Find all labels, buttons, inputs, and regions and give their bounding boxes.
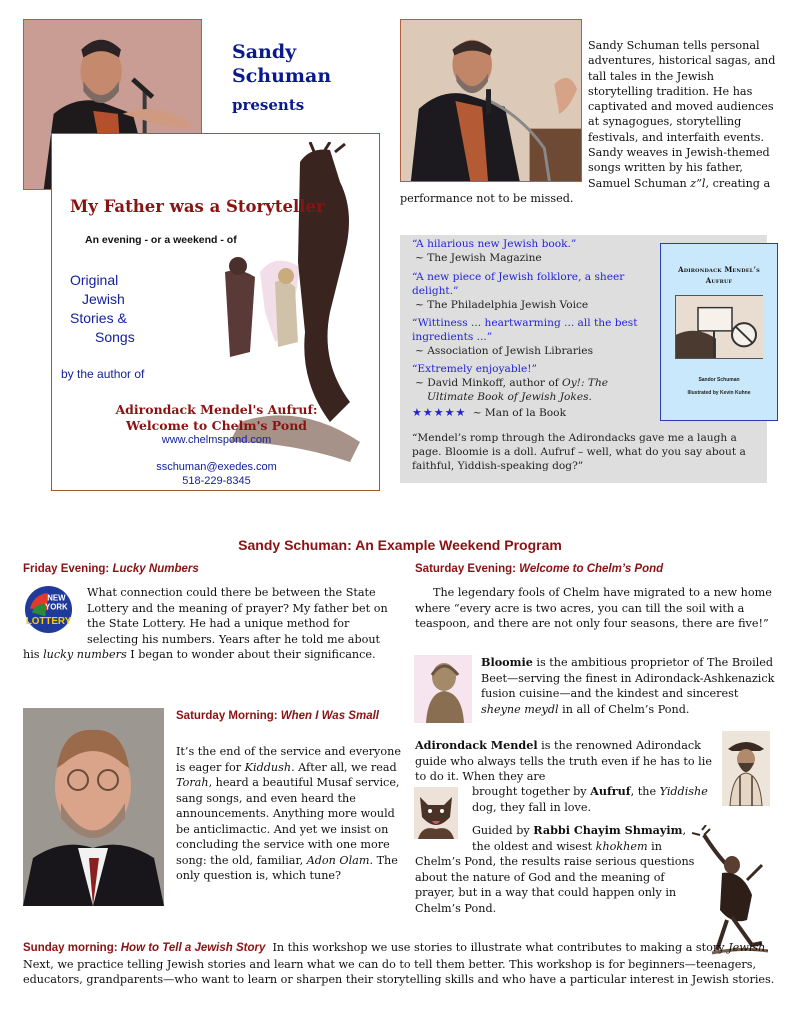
review-source: ~ Association of Jewish Libraries (415, 345, 594, 357)
book-cover-title-line: Aufruf (705, 276, 733, 285)
flyer-subtitle: An evening - or a weekend - of (85, 234, 237, 246)
review-quote: “Wittiness ... heartwarming ... all the best ingredients ...” (412, 317, 638, 343)
saturday-morning-heading (176, 709, 396, 724)
svg-text:LOTTERY: LOTTERY (25, 616, 72, 628)
mendel-illustration (722, 731, 770, 806)
body-text: , the (630, 785, 660, 798)
float-spacer (400, 38, 588, 188)
book-title-line: Adirondack Mendel's Aufruf: (115, 402, 318, 417)
body-text: dog, they fall in love. (472, 800, 592, 814)
book-cover-title (661, 264, 777, 286)
float-spacer (415, 823, 472, 852)
saturday-evening-heading (415, 562, 663, 577)
flyer-book-title (52, 402, 381, 434)
contact-info (52, 460, 381, 488)
review-source-book: Oy!: The (562, 377, 609, 389)
book-cover-illustrator: Illustrated by Kevin Kuhne (687, 390, 751, 396)
body-text: is the ambitious proprietor of The Broiled Beet—serving the finest in Adirondack-Ashkenazick fusion cuisine—and the kindest and sincerest (481, 656, 775, 700)
body-text: in Chelm’s Pond, the results raise serious questions about the nature of God and the meaning of prayer, but in a way that could happen only in Chelm’s Pond. (415, 839, 695, 915)
body-text-italic: Yiddishe (659, 785, 708, 798)
body-text-italic: Kiddush (244, 760, 292, 774)
website-link[interactable]: www.chelmspond.com (161, 434, 272, 446)
character-name: Adirondack Mendel (415, 738, 538, 752)
welcome-sign-illustration (675, 295, 763, 359)
svg-text:NEW: NEW (47, 593, 66, 603)
flyer-line: Songs (95, 329, 135, 345)
ny-lottery-logo-icon (24, 585, 73, 634)
character-name: Bloomie (481, 655, 533, 669)
aufruf-description (472, 784, 712, 815)
body-text: In this workshop we use stories to illustrate what contributes to making a story (265, 941, 729, 954)
bio-text: , creating a performance not to be missed. (400, 176, 771, 205)
body-text-italic: Torah (176, 776, 209, 789)
mendel-description (415, 738, 715, 785)
presenter-name (232, 40, 331, 88)
book-cover-title-line: Adirondack Mendel’s (678, 265, 760, 274)
flyer-line: Original (70, 272, 119, 288)
body-text: . The only question is, which tune? (176, 853, 398, 882)
body-text: is the renowned Adirondack guide who always tells the truth even if he has to lie to do it. When they are (415, 739, 712, 783)
star-rating-review (412, 406, 657, 420)
review-item (412, 270, 657, 312)
heading-title: Welcome to Chelm’s Pond (519, 563, 664, 575)
review-source (412, 376, 657, 404)
review-source: ~ Man of la Book (472, 407, 566, 419)
heading-title: How to Tell a Jewish Story (120, 942, 266, 954)
email-link[interactable]: sschuman@exedes.com (156, 461, 277, 473)
bio-text: Sandy Schuman tells personal adventures, historical sagas, and tall tales in the Jewish storytelling tradition. He has captivated and moved audiences at synagogues, storytelling festivals, and interfaith events. Sandy weaves in Jewish-themed songs written by his father, Samuel Schuman (588, 39, 776, 190)
heading-prefix: Sunday morning: (23, 942, 121, 954)
speaker-portrait-photo (23, 708, 164, 906)
body-text-italic: Adon Olam (306, 853, 370, 867)
body-text-italic: lucky numbers (43, 648, 127, 661)
book-cover[interactable] (660, 243, 778, 421)
body-text: It’s the end of the service and everyone is eager for (176, 745, 401, 774)
phone-number: 518-229-8345 (182, 475, 251, 487)
event-flyer (51, 133, 380, 491)
book-subtitle-line: Welcome to Chelm's Pond (125, 418, 308, 433)
body-text: I began to wonder about their significance. (126, 648, 376, 661)
body-text: . Next, we practice telling Jewish stories and learn what we can do to tell them better. This workshop is for beginners—teenagers, educators, grandparents—who want to learn or sharpen their storytelling skills and who have a particular interest in Jewish stories. (23, 941, 775, 986)
svg-text:YORK: YORK (45, 602, 68, 612)
saturday-morning-description (176, 744, 401, 884)
body-text: What connection could there be between the State Lottery and the meaning of prayer? My father bet on the State Lottery. He had a unique method for selecting his numbers. Years after he told me about his (23, 586, 388, 661)
heading-prefix: Friday Evening: (23, 563, 113, 575)
sunday-heading (23, 942, 265, 954)
flyer-by-author: by the author of (61, 367, 145, 381)
sunday-description (23, 940, 793, 988)
long-review-quote: “Mendel’s romp through the Adirondacks gave me a laugh a page. Bloomie is a doll. Aufruf – well, what do you say about a faithful, Yiddish-speaking dog?” (412, 432, 746, 472)
review-item (412, 237, 657, 265)
rabbi-description (415, 823, 705, 916)
rabbi-dancing-illustration (692, 825, 768, 955)
body-text-italic: sheyne meydl (481, 702, 559, 716)
saturday-evening-intro: The legendary fools of Chelm have migrated to a new home where “every acre is two acres, you can till the soil with a teaspoon, and there are not only four seasons, there are five!” (415, 586, 772, 630)
review-quote: “A hilarious new Jewish book.” (412, 238, 577, 250)
flyer-original-stories (70, 271, 135, 347)
review-quote: “A new piece of Jewish folklore, a sheer delight.” (412, 271, 625, 297)
flyer-title: My Father was a Storyteller (70, 197, 325, 216)
review-item (412, 316, 657, 358)
body-text: brought together by (472, 785, 591, 798)
heading-title: Lucky Numbers (112, 563, 199, 575)
body-text: Guided by (472, 824, 534, 837)
body-text-italic: Jewish (728, 941, 766, 954)
body-text: . After all, we read (291, 760, 397, 774)
program-title: Sandy Schuman: An Example Weekend Program (238, 537, 562, 553)
body-text: , the oldest and wisest (472, 824, 687, 853)
bloomie-description (481, 655, 781, 717)
review-source-prefix: ~ David Minkoff, author of (415, 377, 563, 389)
review-quote: “Extremely enjoyable!” (412, 363, 537, 375)
review-source: ~ The Jewish Magazine (415, 252, 542, 264)
bloomie-illustration (414, 655, 472, 723)
friday-heading (23, 562, 199, 577)
book-cover-author: Sandor Schuman (698, 377, 740, 383)
presenter-first-name: Sandy (232, 41, 297, 63)
presenter-last-name: Schuman (232, 65, 332, 87)
body-text-italic: khokhem (595, 839, 648, 853)
heading-title: When I Was Small (280, 710, 379, 722)
friday-description (23, 585, 398, 663)
body-text: , heard a beautiful Musaf service, sang songs, and even heard the announcements. Anything more would be anticlimactic. And yet we insist on concluding the service with one more song: the old, familiar, (176, 776, 400, 867)
heading-prefix: Saturday Morning: (176, 710, 281, 722)
flyer-line: Stories & (70, 310, 127, 326)
review-item (412, 362, 657, 404)
body-text: in all of Chelm’s Pond. (558, 702, 690, 716)
flyer-line: Jewish (82, 291, 125, 307)
five-star-rating-icon: ★★★★★ (412, 406, 467, 419)
bio-text-italic: z”l (690, 176, 706, 190)
bio-paragraph (400, 38, 778, 206)
character-name: Aufruf (590, 784, 631, 798)
review-source: ~ The Philadelphia Jewish Voice (415, 299, 589, 311)
character-name: Rabbi Chayim Shmayim (533, 823, 683, 837)
presents-label: presents (232, 96, 305, 114)
heading-prefix: Saturday Evening: (415, 563, 520, 575)
review-source-book: Ultimate Book of Jewish Jokes. (427, 391, 592, 403)
